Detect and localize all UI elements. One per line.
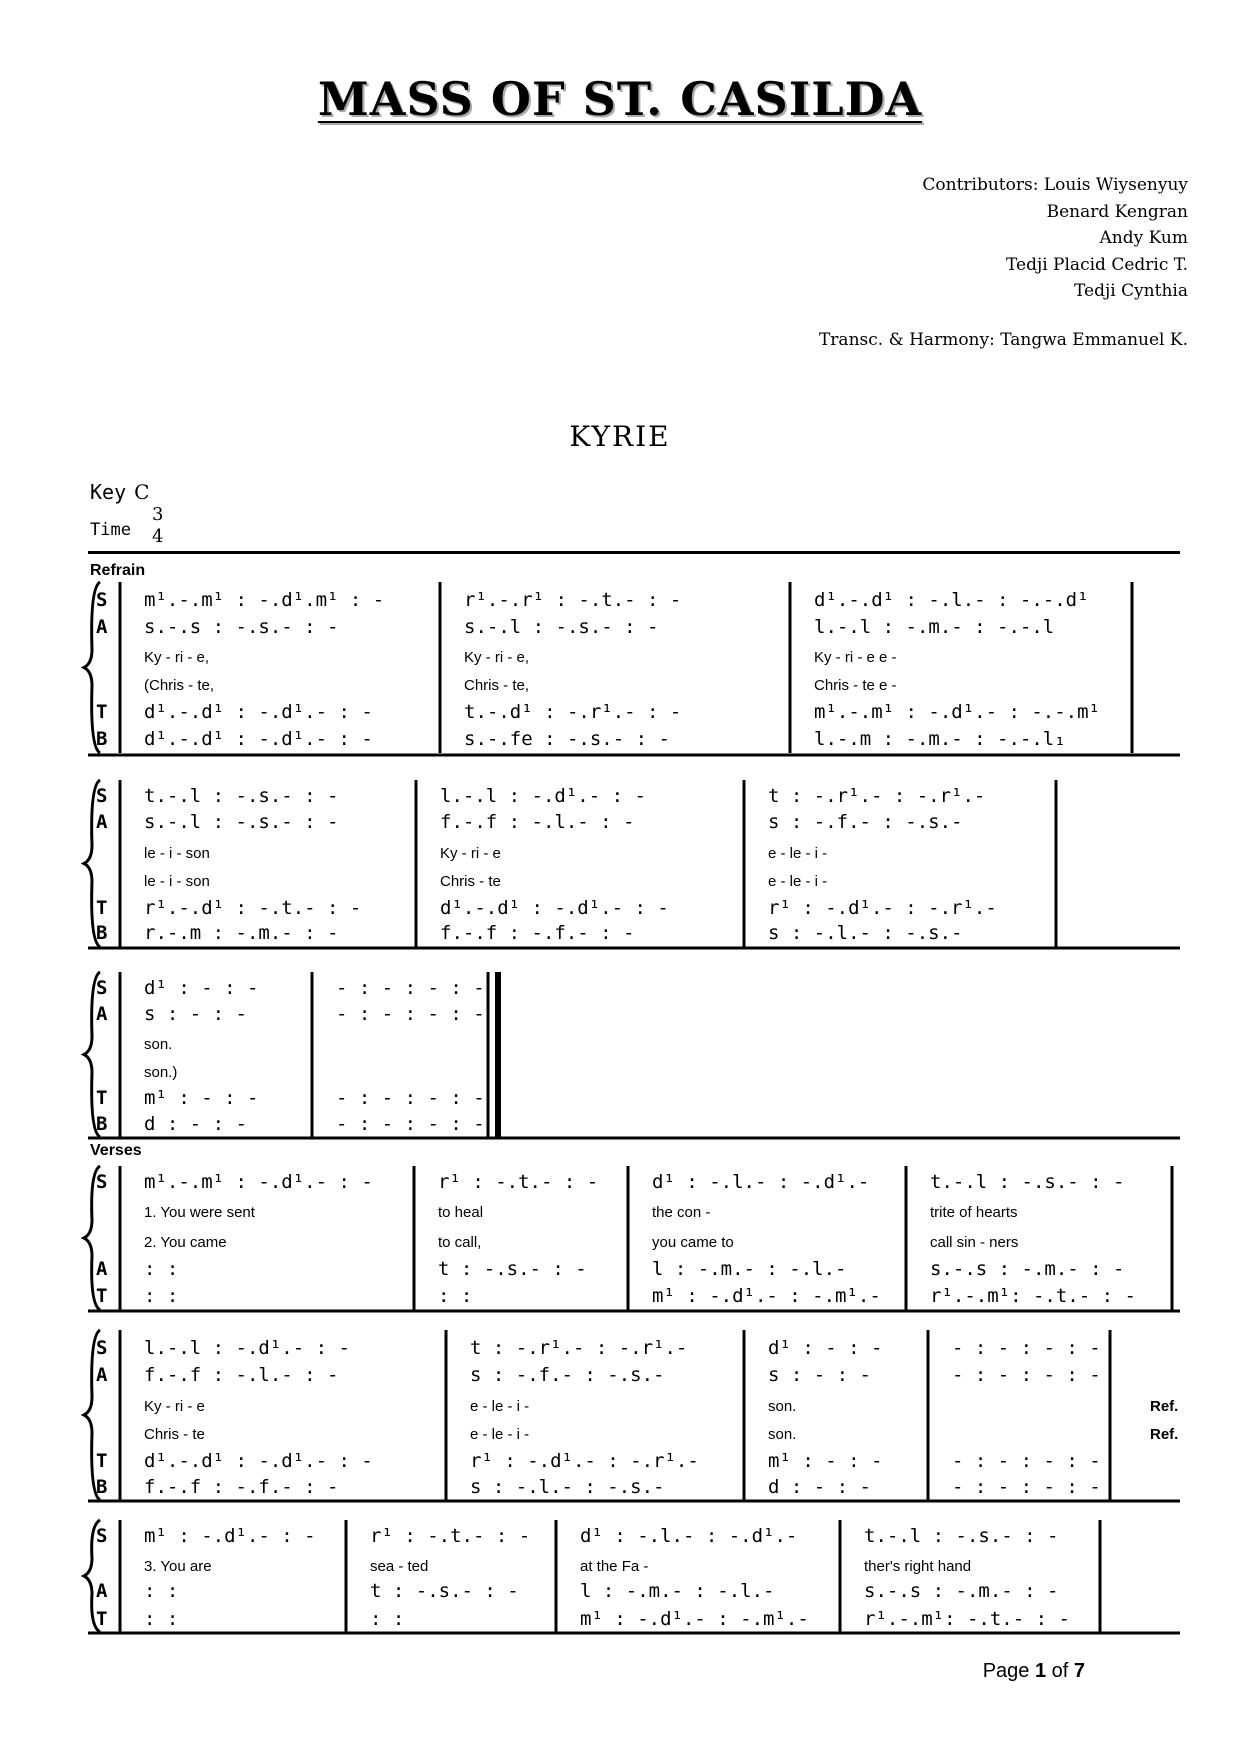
lyric-line: le - i - son xyxy=(144,845,210,862)
solfa-measure: s : -.l.- : -.s.- xyxy=(470,1476,665,1498)
document-title: MASS OF ST. CASILDA xyxy=(317,72,923,126)
voice-label: S xyxy=(96,589,108,611)
solfa-measure: r¹ : -.t.- : - xyxy=(370,1525,531,1547)
solfa-measure: l.-.l : -.d¹.- : - xyxy=(144,1337,350,1359)
voice-label: B xyxy=(96,1476,108,1498)
transcription-credit: Transc. & Harmony: Tangwa Emmanuel K. xyxy=(818,330,1188,350)
lyric-line: you came to xyxy=(652,1234,734,1251)
lyric-line: Chris - te, xyxy=(464,677,530,694)
solfa-measure: f.-.f : -.f.- : - xyxy=(144,1476,339,1498)
lyric-line: e - le - i - xyxy=(768,873,828,890)
solfa-measure: s.-.fe : -.s.- : - xyxy=(464,728,670,750)
solfa-measure: l.-.l : -.d¹.- : - xyxy=(440,785,646,807)
voice-label: A xyxy=(96,1364,108,1386)
solfa-measure: s.-.l : -.s.- : - xyxy=(144,811,339,833)
solfa-measure: d : - : - xyxy=(144,1113,247,1135)
lyric-line: 1. You were sent xyxy=(144,1204,255,1221)
key-label: Key xyxy=(90,480,127,504)
solfa-measure: s.-.s : -.m.- : - xyxy=(864,1580,1059,1602)
lyric-line: son. xyxy=(768,1398,797,1415)
ref-marker: Ref. xyxy=(1150,1426,1179,1443)
voice-label: B xyxy=(96,922,108,944)
ref-marker: Ref. xyxy=(1150,1398,1179,1415)
solfa-measure: f.-.f : -.l.- : - xyxy=(440,811,635,833)
voice-label: S xyxy=(96,785,108,807)
lyric-line: call sin - ners xyxy=(930,1234,1019,1251)
solfa-measure: : : xyxy=(144,1258,179,1280)
solfa-measure: s : - : - xyxy=(144,1003,247,1025)
solfa-measure: r¹.-.r¹ : -.t.- : - xyxy=(464,589,682,611)
time-denominator: 4 xyxy=(152,526,164,547)
solfa-measure: m¹.-.m¹ : -.d¹.- : - xyxy=(144,1171,373,1193)
lyric-line: Ky - ri - e xyxy=(440,845,501,862)
solfa-measure: d¹.-.d¹ : -.l.- : -.-.d¹ xyxy=(814,589,1089,611)
lyric-line: e - le - i - xyxy=(470,1398,530,1415)
voice-label: B xyxy=(96,728,108,750)
solfa-measure: d¹.-.d¹ : -.d¹.- : - xyxy=(144,701,373,723)
solfa-measure: : : xyxy=(144,1285,179,1307)
voice-label: T xyxy=(96,701,108,723)
solfa-measure: : : xyxy=(144,1580,179,1602)
lyric-line: at the Fa - xyxy=(580,1558,649,1575)
page-number xyxy=(983,1660,1085,1683)
solfa-measure: s : - : - xyxy=(768,1364,871,1386)
solfa-measure: s.-.s : -.s.- : - xyxy=(144,616,339,638)
voice-label: A xyxy=(96,1580,108,1602)
lyric-line: trite of hearts xyxy=(930,1204,1018,1221)
lyric-line: Chris - te e - xyxy=(814,677,897,694)
voice-label: S xyxy=(96,977,108,999)
voice-label: A xyxy=(96,616,108,638)
lyric-line: son. xyxy=(144,1036,173,1053)
page-current: 1 xyxy=(1034,1660,1047,1682)
solfa-measure: d¹.-.d¹ : -.d¹.- : - xyxy=(144,1450,373,1472)
time-numerator: 3 xyxy=(152,504,164,525)
solfa-measure: f.-.f : -.l.- : - xyxy=(144,1364,339,1386)
solfa-measure: d¹ : -.l.- : -.d¹.- xyxy=(652,1171,870,1193)
solfa-measure: m¹.-.m¹ : -.d¹.- : -.-.m¹ xyxy=(814,701,1100,723)
solfa-measure: t : -.s.- : - xyxy=(438,1258,587,1280)
solfa-measure: : : xyxy=(438,1285,473,1307)
solfa-measure: t : -.r¹.- : -.r¹.- xyxy=(470,1337,688,1359)
lyric-line: to heal xyxy=(438,1204,484,1221)
lyric-line: ther's right hand xyxy=(864,1558,972,1575)
solfa-measure: r¹ : -.d¹.- : -.r¹.- xyxy=(768,897,997,919)
voice-label: T xyxy=(96,1450,108,1472)
voice-label: T xyxy=(96,1087,108,1109)
page-prefix: Page xyxy=(982,1660,1035,1682)
solfa-measure: m¹ : -.d¹.- : -.m¹.- xyxy=(580,1608,809,1630)
voice-label: T xyxy=(96,897,108,919)
solfa-measure: r¹.-.d¹ : -.t.- : - xyxy=(144,897,362,919)
lyric-line: Ky - ri - e, xyxy=(144,649,210,666)
lyric-line: Chris - te xyxy=(144,1426,205,1443)
solfa-measure: m¹ : -.d¹.- : - xyxy=(144,1525,316,1547)
solfa-measure: f.-.f : -.f.- : - xyxy=(440,922,635,944)
lyric-line: the con - xyxy=(652,1204,711,1221)
voice-label: S xyxy=(96,1525,108,1547)
solfa-measure: d : - : - xyxy=(768,1476,871,1498)
contributor-line: Tedji Cynthia xyxy=(1074,281,1188,301)
lyric-line: (Chris - te, xyxy=(144,677,215,694)
lyric-line: Ky - ri - e xyxy=(144,1398,205,1415)
solfa-measure: - : - : - : - xyxy=(336,1087,485,1109)
solfa-measure: - : - : - : - xyxy=(952,1450,1101,1472)
voice-label: A xyxy=(96,811,108,833)
solfa-measure: s : -.l.- : -.s.- xyxy=(768,922,963,944)
lyric-line: son. xyxy=(768,1426,797,1443)
solfa-measure: r¹.-.m¹: -.t.- : - xyxy=(864,1608,1070,1630)
solfa-measure: m¹ : - : - xyxy=(144,1087,259,1109)
lyric-line: to call, xyxy=(438,1234,482,1251)
contributor-line: Contributors: Louis Wiysenyuy xyxy=(922,175,1188,195)
voice-label: S xyxy=(96,1171,108,1193)
section-title: KYRIE xyxy=(569,420,671,453)
page-total: 7 xyxy=(1073,1660,1085,1682)
voice-label: B xyxy=(96,1113,108,1135)
solfa-measure: - : - : - : - xyxy=(952,1364,1101,1386)
solfa-measure: t.-.l : -.s.- : - xyxy=(864,1525,1059,1547)
solfa-measure: r¹ : -.t.- : - xyxy=(438,1171,599,1193)
voice-label: A xyxy=(96,1258,108,1280)
solfa-measure: t : -.s.- : - xyxy=(370,1580,519,1602)
solfa-measure: l : -.m.- : -.l.- xyxy=(652,1258,847,1280)
lyric-line: e - le - i - xyxy=(768,845,828,862)
voice-label: S xyxy=(96,1337,108,1359)
lyric-line: Ky - ri - e, xyxy=(464,649,530,666)
lyric-line: Ky - ri - e e - xyxy=(814,649,897,666)
solfa-measure: s : -.f.- : -.s.- xyxy=(768,811,963,833)
contributor-line: Benard Kengran xyxy=(1046,201,1188,222)
solfa-measure: l.-.l : -.m.- : -.-.l xyxy=(814,616,1055,638)
solfa-measure: - : - : - : - xyxy=(952,1337,1101,1359)
solfa-measure: d¹.-.d¹ : -.d¹.- : - xyxy=(144,728,373,750)
solfa-measure: t.-.l : -.s.- : - xyxy=(930,1171,1125,1193)
lyric-line: 2. You came xyxy=(144,1234,227,1251)
solfa-measure: t : -.r¹.- : -.r¹.- xyxy=(768,785,986,807)
contributor-line: Tedji Placid Cedric T. xyxy=(1005,254,1188,275)
solfa-measure: s.-.s : -.m.- : - xyxy=(930,1258,1125,1280)
page-of: of xyxy=(1046,1660,1074,1682)
voice-label: A xyxy=(96,1003,108,1025)
contributor-line: Andy Kum xyxy=(1099,228,1188,248)
refrain-label: Refrain xyxy=(90,562,146,579)
key-value: C xyxy=(134,480,150,504)
time-label: Time xyxy=(90,520,131,540)
solfa-measure: d¹ : -.l.- : -.d¹.- xyxy=(580,1525,798,1547)
solfa-measure: r¹ : -.d¹.- : -.r¹.- xyxy=(470,1450,699,1472)
voice-label: T xyxy=(96,1608,108,1630)
solfa-measure: s : -.f.- : -.s.- xyxy=(470,1364,665,1386)
solfa-measure: - : - : - : - xyxy=(336,1113,485,1135)
solfa-measure: : : xyxy=(144,1608,179,1630)
solfa-measure: s.-.l : -.s.- : - xyxy=(464,616,659,638)
solfa-measure: - : - : - : - xyxy=(952,1476,1101,1498)
solfa-measure: d¹ : - : - xyxy=(144,977,259,999)
solfa-measure: d¹ : - : - xyxy=(768,1337,883,1359)
verses-label: Verses xyxy=(90,1142,142,1159)
solfa-measure: t.-.d¹ : -.r¹.- : - xyxy=(464,701,682,723)
solfa-measure: d¹.-.d¹ : -.d¹.- : - xyxy=(440,897,669,919)
lyric-line: e - le - i - xyxy=(470,1426,530,1443)
solfa-measure: t.-.l : -.s.- : - xyxy=(144,785,339,807)
solfa-measure: m¹.-.m¹ : -.d¹.m¹ : - xyxy=(144,589,385,611)
lyric-line: Chris - te xyxy=(440,873,501,890)
solfa-measure: : : xyxy=(370,1608,405,1630)
lyric-line: le - i - son xyxy=(144,873,210,890)
lyric-line: sea - ted xyxy=(370,1558,429,1575)
lyric-line: son.) xyxy=(144,1064,178,1081)
lyric-line: 3. You are xyxy=(144,1558,212,1575)
solfa-measure: m¹ : -.d¹.- : -.m¹.- xyxy=(652,1285,881,1307)
solfa-measure: m¹ : - : - xyxy=(768,1450,883,1472)
solfa-measure: l : -.m.- : -.l.- xyxy=(580,1580,775,1602)
solfa-measure: r¹.-.m¹: -.t.- : - xyxy=(930,1285,1136,1307)
solfa-measure: l.-.m : -.m.- : -.-.l₁ xyxy=(814,728,1066,750)
solfa-measure: r.-.m : -.m.- : - xyxy=(144,922,339,944)
voice-label: T xyxy=(96,1285,108,1307)
solfa-measure: - : - : - : - xyxy=(336,977,485,999)
solfa-measure: - : - : - : - xyxy=(336,1003,485,1025)
